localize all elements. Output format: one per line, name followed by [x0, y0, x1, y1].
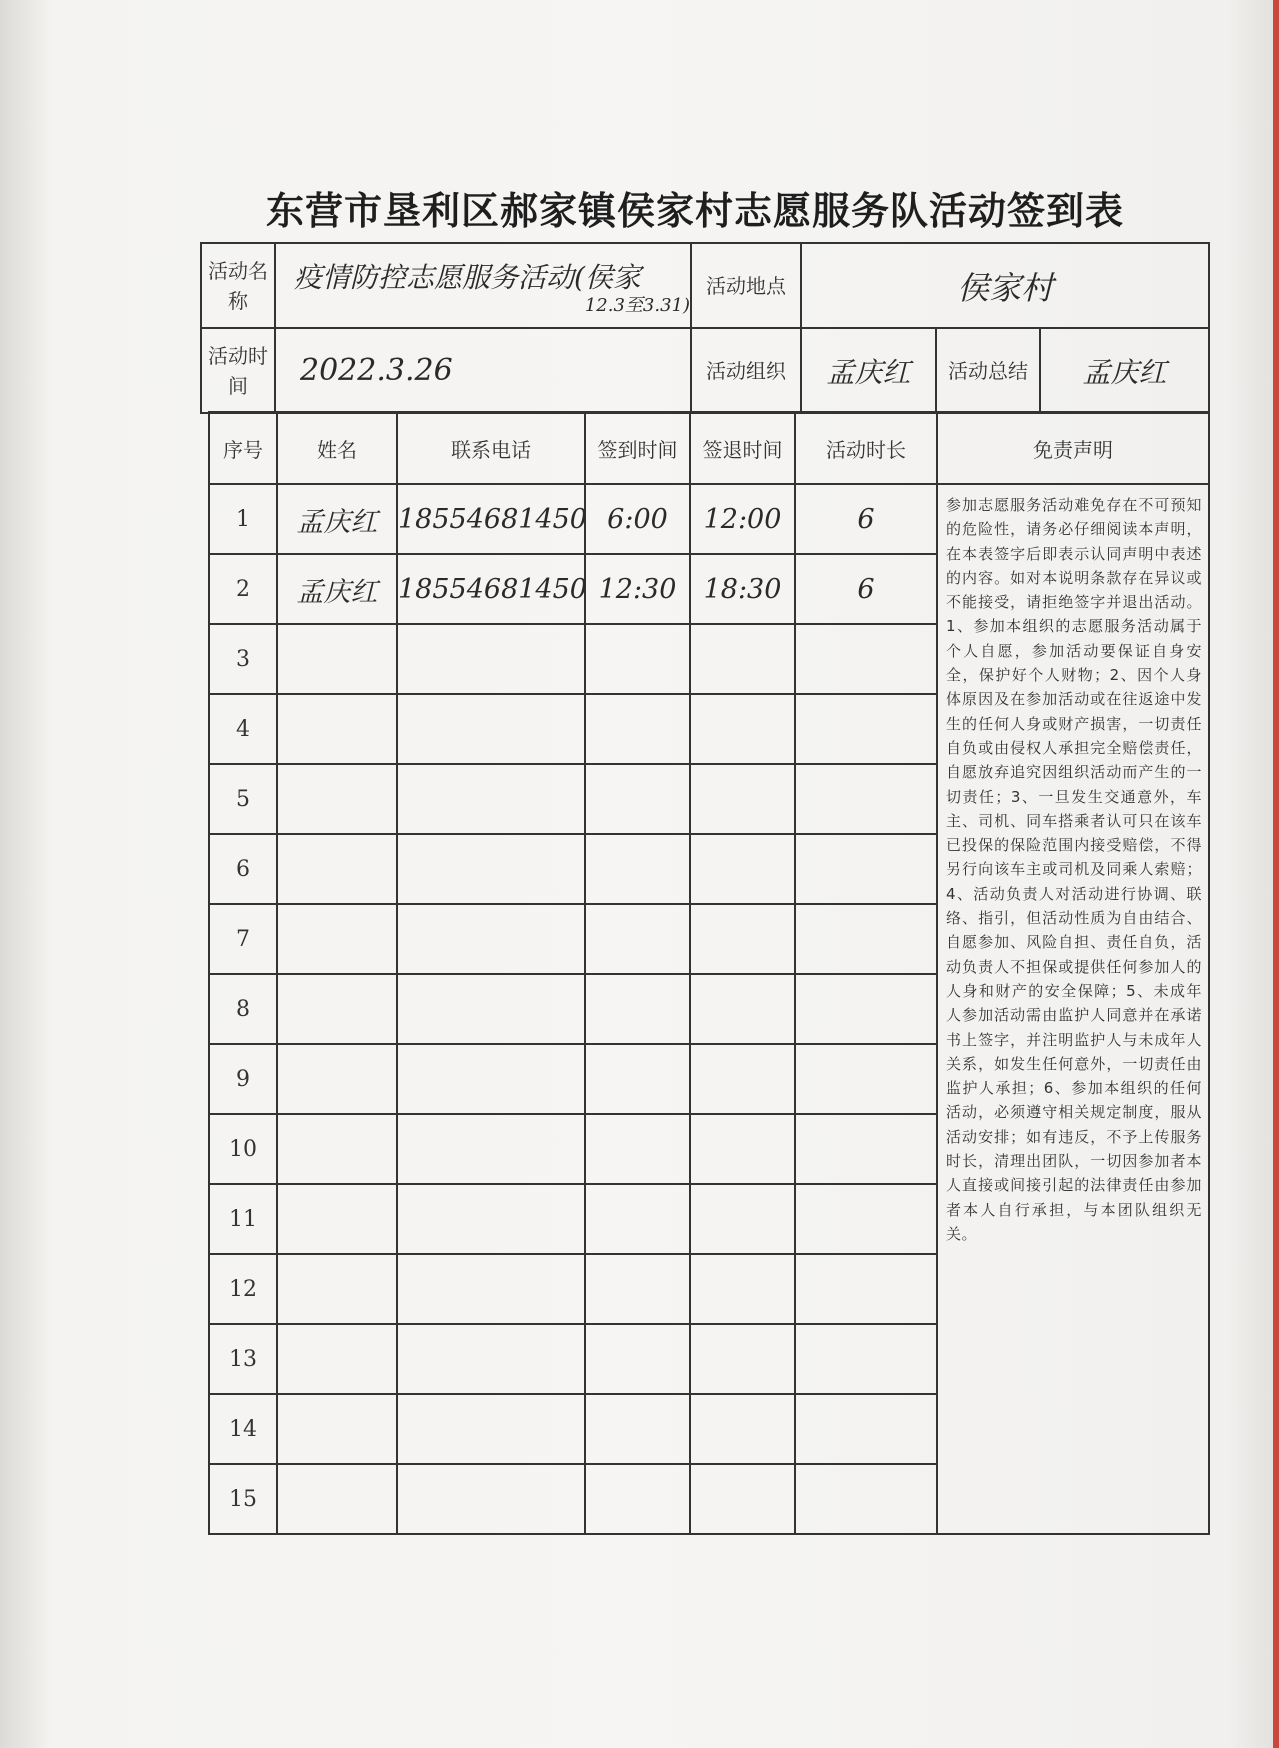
duration [795, 1044, 937, 1114]
signin-time [585, 1044, 690, 1114]
duration [795, 624, 937, 694]
activity-name-label: 活动名称 [201, 243, 275, 328]
activity-summary-label: 活动总结 [936, 328, 1040, 413]
row-number: 5 [209, 764, 277, 834]
signer-name [277, 694, 397, 764]
row-number: 13 [209, 1324, 277, 1394]
row-number: 11 [209, 1184, 277, 1254]
signout-time [690, 1044, 795, 1114]
row-number: 12 [209, 1254, 277, 1324]
signout-time: 18:30 [690, 554, 795, 624]
signer-phone [397, 1044, 585, 1114]
signin-time [585, 834, 690, 904]
signout-time [690, 834, 795, 904]
signer-name [277, 764, 397, 834]
signin-time [585, 624, 690, 694]
col-header: 联系电话 [397, 412, 585, 484]
row-number: 4 [209, 694, 277, 764]
signer-name [277, 1254, 397, 1324]
row-number: 9 [209, 1044, 277, 1114]
signer-name: 孟庆红 [277, 554, 397, 624]
duration [795, 1464, 937, 1534]
signer-name: 孟庆红 [277, 484, 397, 554]
activity-organizer-value: 孟庆红 [801, 328, 936, 413]
signin-time [585, 1394, 690, 1464]
col-header: 免责声明 [937, 412, 1209, 484]
signin-time: 12:30 [585, 554, 690, 624]
signin-time [585, 694, 690, 764]
signer-phone: 18554681450 [397, 554, 585, 624]
duration [795, 764, 937, 834]
duration [795, 1394, 937, 1464]
col-header: 签到时间 [585, 412, 690, 484]
table-row [209, 484, 1209, 554]
signer-phone [397, 694, 585, 764]
signer-phone [397, 904, 585, 974]
duration [795, 694, 937, 764]
signer-phone [397, 1324, 585, 1394]
signin-time: 6:00 [585, 484, 690, 554]
activity-info-table [200, 242, 1210, 414]
duration [795, 904, 937, 974]
signout-time [690, 904, 795, 974]
signout-time [690, 764, 795, 834]
signin-time [585, 904, 690, 974]
red-edge [1273, 0, 1279, 1748]
signout-time [690, 1114, 795, 1184]
signer-name [277, 1394, 397, 1464]
row-number: 15 [209, 1464, 277, 1534]
activity-summary-value: 孟庆红 [1040, 328, 1209, 413]
row-number: 6 [209, 834, 277, 904]
activity-location-label: 活动地点 [691, 243, 801, 328]
signer-name [277, 904, 397, 974]
signer-name [277, 1184, 397, 1254]
signer-phone [397, 1464, 585, 1534]
row-number: 14 [209, 1394, 277, 1464]
col-header: 活动时长 [795, 412, 937, 484]
activity-name-value [275, 243, 691, 328]
signin-time [585, 1184, 690, 1254]
signout-time [690, 1394, 795, 1464]
activity-time-value: 2022.3.26 [275, 328, 691, 413]
signer-phone: 18554681450 [397, 484, 585, 554]
signer-phone [397, 764, 585, 834]
form-title: 东营市垦利区郝家镇侯家村志愿服务队活动签到表 [265, 188, 1124, 233]
duration [795, 1114, 937, 1184]
col-header: 序号 [209, 412, 277, 484]
activity-name-note: 12.3至3.31) [584, 294, 690, 316]
signer-name [277, 1464, 397, 1534]
signer-name [277, 1324, 397, 1394]
activity-name-text: 疫情防控志愿服务活动(侯家 [294, 260, 641, 294]
signer-phone [397, 834, 585, 904]
activity-location-value: 侯家村 [801, 243, 1209, 328]
row-number: 8 [209, 974, 277, 1044]
signin-table [208, 411, 1210, 1535]
signin-time [585, 1324, 690, 1394]
duration: 6 [795, 554, 937, 624]
col-header: 签退时间 [690, 412, 795, 484]
signer-name [277, 624, 397, 694]
row-number: 1 [209, 484, 277, 554]
disclaimer-text: 参加志愿服务活动难免存在不可预知的危险性，请务必仔细阅读本声明，在本表签字后即表示认同声明中表述的内容。如对本说明条款存在异议或不能接受，请拒绝签字并退出活动。1、参加本组织的志愿服务活动属于个人自愿，参加活动要保证自身安全，保护好个人财物；2、因个人身体原因及在参加活动或在往返途中发生的任何人身或财产损害，一切责任自负或由侵权人承担完全赔偿责任，自愿放弃追究因组织活动而产生的一切责任；3、一旦发生交通意外，车主、司机、同车搭乘者认可只在该车已投保的保险范围内接受赔偿，不得另行向该车主或司机及同乘人索赔；4、活动负责人对活动进行协调、联络、指引，但活动性质为自由结合、自愿参加、风险自担、责任自负，活动负责人不担保或提供任何参加人的人身和财产的安全保障；5、未成年人参加活动需由监护人同意并在承诺书上签字，并注明监护人与未成年人关系，如发生任何意外，一切责任由监护人承担；6、参加本组织的任何活动，必须遵守相关规定制度，服从活动安排；如有违反，不予上传服务时长，清理出团队，一切因参加者本人直接或间接引起的法律责任由参加者本人自行承担，与本团队组织无关。 [937, 484, 1209, 1534]
signin-time [585, 974, 690, 1044]
duration [795, 1324, 937, 1394]
row-number: 10 [209, 1114, 277, 1184]
signer-phone [397, 1394, 585, 1464]
row-number: 3 [209, 624, 277, 694]
signout-time [690, 1184, 795, 1254]
duration [795, 974, 937, 1044]
signer-phone [397, 974, 585, 1044]
duration [795, 834, 937, 904]
signer-name [277, 1044, 397, 1114]
signout-time [690, 1324, 795, 1394]
signer-name [277, 974, 397, 1044]
table-header-row [209, 412, 1209, 484]
signin-time [585, 1254, 690, 1324]
duration [795, 1184, 937, 1254]
signout-time [690, 1254, 795, 1324]
signout-time [690, 1464, 795, 1534]
signin-time [585, 1114, 690, 1184]
signin-time [585, 1464, 690, 1534]
row-number: 7 [209, 904, 277, 974]
signer-name [277, 1114, 397, 1184]
duration [795, 1254, 937, 1324]
signer-phone [397, 1114, 585, 1184]
col-header: 姓名 [277, 412, 397, 484]
signout-time [690, 624, 795, 694]
signin-time [585, 764, 690, 834]
signer-name [277, 834, 397, 904]
signout-time [690, 974, 795, 1044]
duration: 6 [795, 484, 937, 554]
row-number: 2 [209, 554, 277, 624]
signer-phone [397, 1254, 585, 1324]
signer-phone [397, 624, 585, 694]
activity-organizer-label: 活动组织 [691, 328, 801, 413]
signer-phone [397, 1184, 585, 1254]
signout-time: 12:00 [690, 484, 795, 554]
signout-time [690, 694, 795, 764]
activity-time-label: 活动时间 [201, 328, 275, 413]
